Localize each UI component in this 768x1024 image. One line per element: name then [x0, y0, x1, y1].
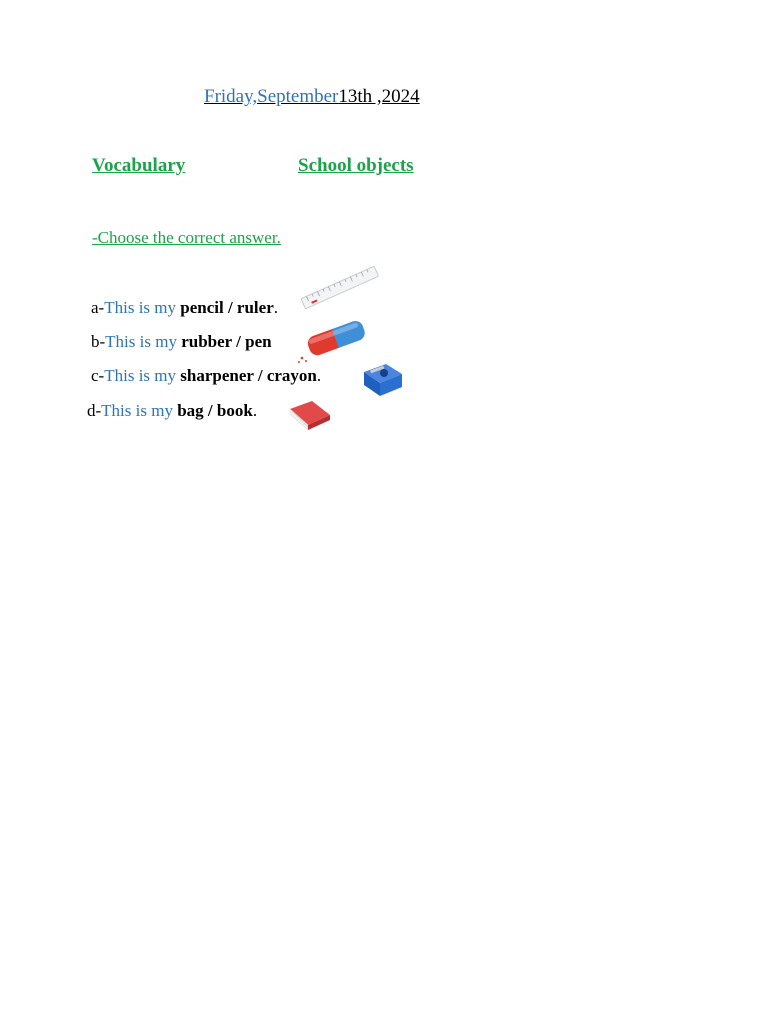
- section-title: Vocabulary: [92, 155, 186, 176]
- question-end: .: [316, 366, 322, 385]
- question-prefix: c-: [91, 366, 105, 385]
- date-day-year: 13th ,2024: [338, 86, 420, 107]
- question-phrase: This is my: [104, 366, 181, 385]
- question-phrase: This is my: [105, 332, 182, 351]
- book-icon: [286, 397, 334, 438]
- question-d: [87, 401, 257, 421]
- question-options: sharpener / crayon: [180, 366, 317, 385]
- question-c: [91, 366, 321, 386]
- question-b: [91, 332, 272, 352]
- date-line: [204, 86, 420, 108]
- question-a: [91, 298, 278, 318]
- question-options: rubber / pen: [181, 332, 272, 351]
- question-prefix: d-: [87, 401, 102, 420]
- question-end: .: [273, 298, 278, 317]
- question-phrase: This is my: [101, 401, 178, 420]
- question-end: .: [252, 401, 258, 420]
- question-prefix: a-: [91, 298, 105, 317]
- section-topic: School objects: [298, 155, 414, 176]
- instruction-text: -Choose the correct answer.: [92, 228, 281, 247]
- question-phrase: This is my: [104, 298, 181, 317]
- sharpener-icon: [360, 360, 406, 405]
- question-prefix: b-: [91, 332, 106, 351]
- ruler-icon: [298, 262, 382, 319]
- question-options: pencil / ruler: [180, 298, 274, 317]
- date-weekday-month: Friday,September: [204, 86, 339, 107]
- question-options: bag / book: [177, 401, 253, 420]
